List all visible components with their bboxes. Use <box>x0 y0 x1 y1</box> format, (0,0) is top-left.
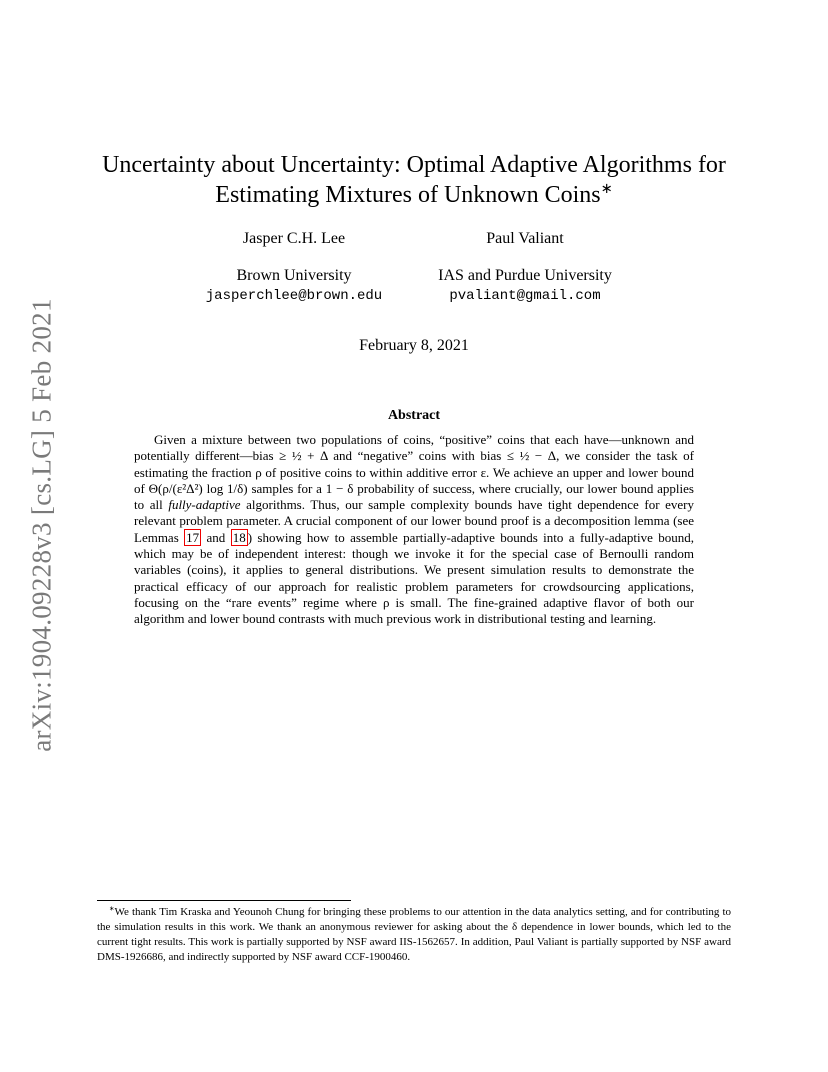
footnote-text: We thank Tim Kraska and Yeounoh Chung for bringing these problems to our attention in the data analytics setting, and for contributing to the simulation results in this work. We thank an anonymous reviewer for asking about the δ dependence in lower bounds, which led to the current tight results. This work is partially supported by NSF award IIS-1562657. In addition, Paul Valiant is partially supported by NSF award DMS-1926686, and indirectly supported by NSF award CCF-1900460. <box>97 906 731 963</box>
paper-date: February 8, 2021 <box>359 337 469 354</box>
abstract-heading: Abstract <box>387 408 441 423</box>
math-log: log 1/δ <box>202 480 244 496</box>
abstract-body <box>134 432 694 628</box>
footnote-rule <box>97 900 351 901</box>
title-footnote-mark: ∗ <box>600 181 613 197</box>
author-affiliation: IAS and Purdue University <box>438 267 612 284</box>
author-affiliation: Brown University <box>236 267 352 284</box>
abstract-text: ) samples for a 1 − δ probability of success, where crucially, our lower bound applies to all <box>134 480 694 513</box>
abstract-text: − Δ, we consider the task of estimating the fraction ρ of positive coins to within additive error ε. We achieve an upper and lower bound of Θ( <box>134 448 694 496</box>
abstract-text: Given a mixture between two populations of coins, “positive” coins that each have—unknown and potentially different—bias ≥ <box>134 432 694 464</box>
title-line-2 <box>90 180 738 210</box>
paper-title <box>90 150 738 210</box>
abstract-text: ) showing how to assemble partially-adaptive bounds into a fully-adaptive bound, which may be of independent interest: though we invoke it for the special case of Bernoulli random variables (coins), it applies to general distributions. We present simulation results to demonstrate the practical efficacy of our approach for realistic problem parameters for crowdsourcing applications, focusing on the “rare events” regime where ρ is small. The fine-grained adaptive flavor of both our algorithm and lower bound contrasts with much previous work in distributional testing and learning. <box>134 529 694 627</box>
abstract-text: algorithms. Thus, our sample complexity bounds have tight dependence for every relevant problem parameter. A crucial component of our lower bound proof is a decomposition lemma (see Lemmas <box>134 497 695 545</box>
math-one-half: ½ <box>519 448 530 464</box>
author-name: Jasper C.H. Lee <box>242 230 346 247</box>
abstract-text: and <box>201 529 231 545</box>
title-line-2-text: Estimating Mixtures of Unknown Coins <box>215 182 601 208</box>
footnote <box>97 905 731 965</box>
math-one-half: ½ <box>291 448 302 464</box>
abstract-text: + Δ and “negative” coins with bias ≤ <box>301 448 520 464</box>
author-block-2 <box>395 229 655 306</box>
author-block-1 <box>164 229 424 306</box>
author-email: jasperchlee@brown.edu <box>205 288 383 304</box>
author-email: pvaliant@gmail.com <box>449 288 601 304</box>
lemma-18-link[interactable]: 18 <box>232 529 246 545</box>
footnote-mark: ∗ <box>109 905 115 913</box>
author-name: Paul Valiant <box>486 230 564 247</box>
abstract-emphasis: fully-adaptive <box>168 497 241 513</box>
arxiv-identifier: arXiv:1904.09228v3 [cs.LG] 5 Feb 2021 <box>26 298 57 752</box>
math-fraction: ρ/(ε²Δ²) <box>162 480 203 496</box>
lemma-17-link[interactable]: 17 <box>186 529 200 545</box>
title-line-1: Uncertainty about Uncertainty: Optimal Adaptive Algorithms for <box>102 152 726 178</box>
arxiv-sidebar-stamp <box>22 295 62 755</box>
